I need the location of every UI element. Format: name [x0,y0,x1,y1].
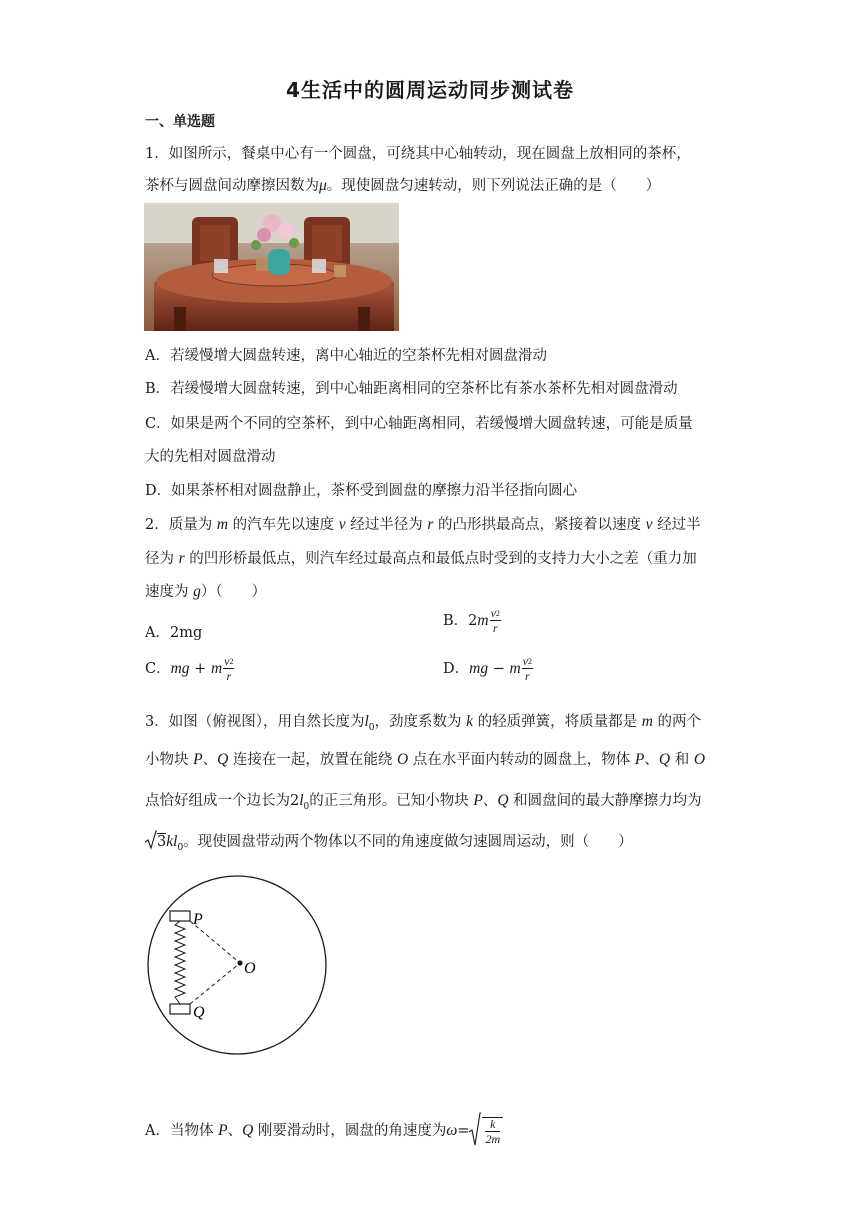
sqrt-sign [145,830,157,854]
q2-stem-line2: 径为 r 的凹形桥最低点，则汽车经过最高点和最低点时受到的支持力大小之差（重力加 [145,550,697,567]
q3-stem-line1: 3．如图（俯视图），用自然长度为$l_0$，劲度系数为 k 的轻质弹簧，将质量都是 m 的两个 [145,713,702,733]
q1-option-b: B．若缓慢增大圆盘转速，到中心轴距离相同的空茶杯比有茶水茶杯先相对圆盘滑动 [145,381,678,397]
label-p: P [193,911,203,928]
q1-option-d: D．如果茶杯相对圆盘静止，茶杯受到圆盘的摩擦力沿半径指向圆心 [145,483,578,499]
q2-stem-line3: 速度为 g）（ ） [145,583,267,600]
q2-option-d: D．mg − m $\frac{v^2}{r}$ [443,654,532,683]
q1-stem-line2: 茶杯与圆盘间动摩擦因数为μ。现使圆盘匀速转动，则下列说法正确的是（ ） [145,177,661,194]
section-heading: 一、单选题 [145,114,215,130]
q3-stem-line4: $3kl_0$。现使圆盘带动两个物体以不同的角速度做匀速圆周运动，则（ ） [145,830,633,854]
q2-stem-line1: 2．质量为 m 的汽车先以速度 v 经过半径为 r 的凸形拱最高点，紧接着以速度 v 经过半 [145,516,701,533]
label-q: Q [193,1004,205,1021]
q3-stem-line3: 点恰好组成一个边长为$2l_0$的正三角形。已知小物块 P、Q 和圆盘间的最大静摩擦力均为 [145,792,702,812]
q2-option-c: C．mg + m $\frac{v^2}{r}$ [145,654,234,683]
dining-table-photo [144,203,399,331]
rotating-disk-diagram [145,870,335,1060]
sqrt-sign-omega [469,1112,481,1150]
q1-stem-line1: 1．如图所示，餐桌中心有一个圆盘，可绕其中心轴转动，现在圆盘上放相同的茶杯， [145,146,691,162]
label-o: O [244,960,256,977]
q3-option-a: A．当物体 P、Q 刚要滑动时，圆盘的角速度为ω= $\frac{k}{2m}$ [145,1112,504,1150]
page-title: 4生活中的圆周运动同步测试卷 [286,78,574,102]
q2-option-a: A．2mg [145,625,203,641]
q3-stem-line2: 小物块 P、Q 连接在一起，放置在能绕 O 点在水平面内转动的圆盘上，物体 P、Q 和 O [145,751,706,768]
q1-option-c-line2: 大的先相对圆盘滑动 [145,449,276,465]
q2-option-b: B．2m $\frac{v^2}{r}$ [443,606,500,635]
q1-option-c-line1: C．如果是两个不同的空茶杯，到中心轴距离相同，若缓慢增大圆盘转速，可能是质量 [145,416,693,432]
q1-option-a: A．若缓慢增大圆盘转速，离中心轴近的空茶杯先相对圆盘滑动 [145,348,547,364]
